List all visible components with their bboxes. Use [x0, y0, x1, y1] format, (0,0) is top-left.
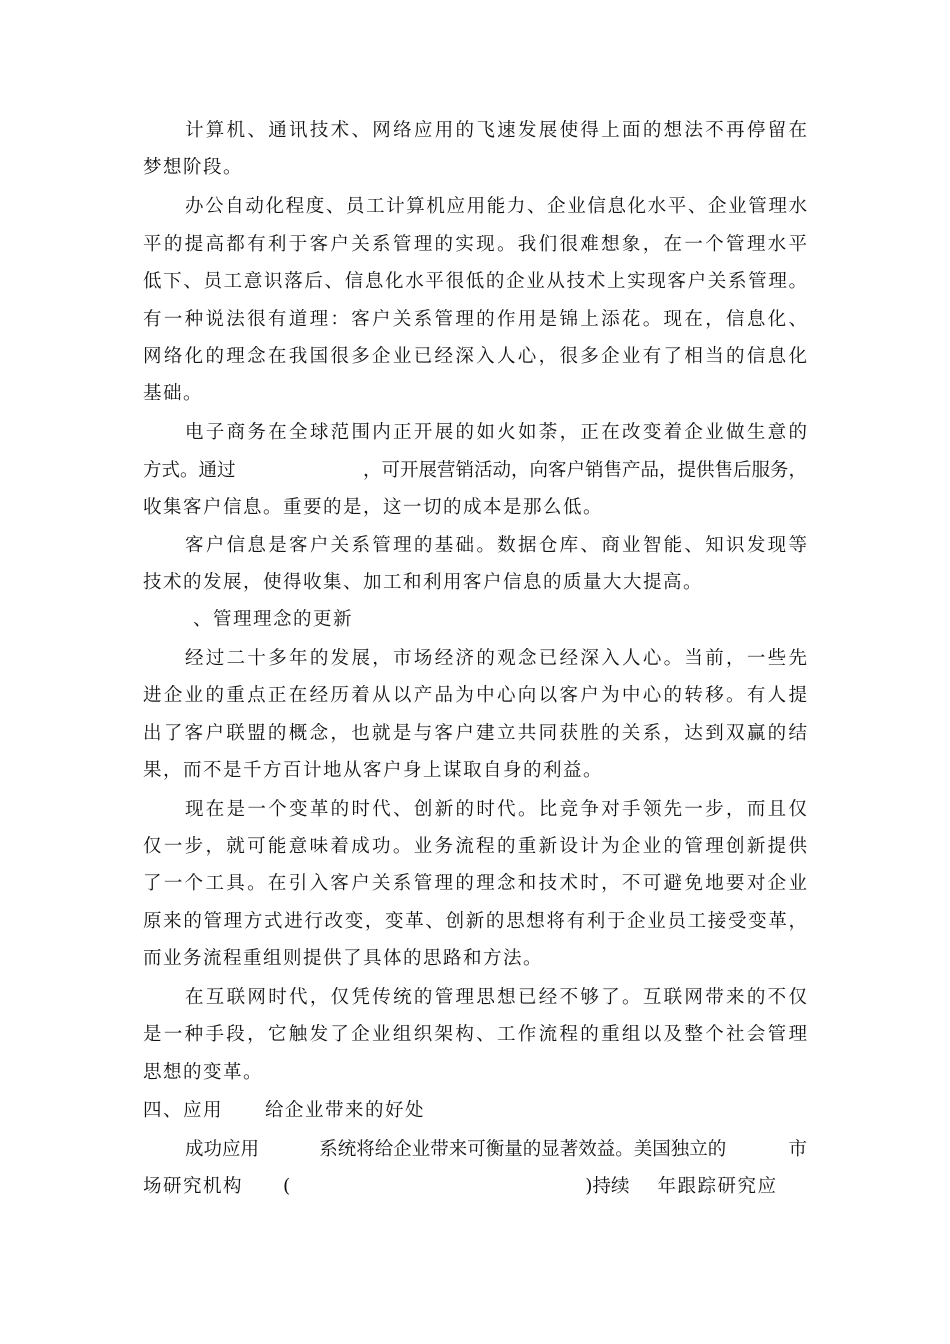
paragraph-line	[143, 907, 807, 937]
text-segment: 系统将给企业带来可衡量的显著效益。美国独立的	[319, 1139, 727, 1160]
text-line: 客户信息是客户关系管理的基础。数据仓库、商业智能、知识发现等	[185, 535, 810, 556]
text-line: 电子商务在全球范围内正开展的如火如荼，正在改变着企业做生意的	[185, 422, 810, 443]
paragraph-line	[143, 1058, 807, 1088]
text-line: 低下、员工意识落后、信息化水平很低的企业从技术上实现客户关系管理。	[143, 271, 809, 292]
text-line: 梦想阶段。	[143, 157, 244, 178]
heading-text: 、管理理念的更新	[193, 609, 354, 630]
text-line: 思想的变革。	[143, 1062, 264, 1083]
paragraph-line	[143, 305, 810, 335]
paragraph-line	[143, 1020, 810, 1050]
paragraph-line	[143, 832, 810, 862]
text-line: 进企业的重点正在经历着从以产品为中心向以客户为中心的转移。有人提	[143, 685, 810, 706]
text-line: 经过二十多年的发展，市场经济的观念已经深入人心。当前，一些先	[185, 648, 810, 669]
text-line: 平的提高都有利于客户关系管理的实现。我们很难想象，在一个管理水平	[143, 234, 810, 255]
text-gap	[269, 456, 329, 486]
text-line: 现在是一个变革的时代、创新的时代。比竞争对手领先一步，而且仅	[185, 799, 810, 820]
text-segment: 方式。通过	[143, 460, 236, 481]
section-heading	[143, 1096, 807, 1126]
text-line: 出了客户联盟的概念，也就是与客户建立共同获胜的关系，达到双赢的结	[143, 723, 810, 744]
text-segment: 成功应用	[185, 1139, 260, 1160]
paragraph-line	[143, 568, 807, 598]
paragraph-line	[143, 869, 810, 899]
text-line: 是一种手段，它触发了企业组织架构、工作流程的重组以及整个社会管理	[143, 1024, 810, 1045]
text-line: 办公自动化程度、员工计算机应用能力、企业信息化水平、企业管理水	[185, 196, 809, 217]
paragraph-line	[143, 681, 810, 711]
paragraph-line	[185, 983, 810, 1013]
text-gap	[223, 1096, 265, 1126]
paragraph-line	[143, 230, 810, 260]
heading-text: 给企业带来的好处	[265, 1100, 426, 1121]
section-heading	[193, 605, 593, 635]
paragraph-line	[185, 1135, 807, 1165]
paragraph-line	[143, 944, 807, 974]
text-segment: ，可开展营销活动，向客户销售产品，提供售后服务，	[362, 460, 807, 481]
text-segment: 市	[788, 1139, 807, 1160]
paragraph-line	[143, 342, 810, 372]
text-line: 基础。	[143, 383, 204, 404]
text-line: 技术的发展，使得收集、加工和利用客户信息的质量大大提高。	[143, 572, 704, 593]
text-segment: 年跟踪研究应	[657, 1176, 778, 1197]
paragraph-line	[143, 493, 807, 523]
paragraph-line	[143, 153, 807, 183]
text-segment: )持续	[585, 1176, 630, 1197]
text-segment: (	[283, 1176, 291, 1197]
text-line: 网络化的理念在我国很多企业已经深入人心，很多企业有了相当的信息化	[143, 346, 810, 367]
paragraph-line	[143, 379, 807, 409]
paragraph-line	[143, 267, 807, 297]
paragraph-line	[185, 795, 810, 825]
text-line: 计算机、通讯技术、网络应用的飞速发展使得上面的想法不再停留在	[185, 120, 810, 141]
text-line: 仅一步，就可能意味着成功。业务流程的重新设计为企业的管理创新提供	[143, 836, 810, 857]
paragraph-line	[185, 192, 807, 222]
paragraph-line	[143, 719, 810, 749]
text-line: 收集客户信息。重要的是，这一切的成本是那么低。	[143, 497, 604, 518]
paragraph-line	[185, 644, 810, 674]
text-line: 有一种说法很有道理：客户关系管理的作用是锦上添花。现在，信息化、	[143, 309, 810, 330]
paragraph-line	[185, 116, 810, 146]
paragraph-line	[185, 531, 810, 561]
text-line: 了一个工具。在引入客户关系管理的理念和技术时，不可避免地要对企业	[143, 873, 810, 894]
paragraph-line	[143, 756, 807, 786]
heading-text: 四、应用	[143, 1100, 224, 1121]
paragraph-line	[143, 456, 807, 486]
paragraph-line	[143, 1172, 807, 1202]
text-line: 果，而不是千方百计地从客户身上谋取自身的利益。	[143, 760, 604, 781]
text-line: 在互联网时代，仅凭传统的管理思想已经不够了。互联网带来的不仅	[185, 987, 810, 1008]
paragraph-line	[185, 418, 810, 448]
text-line: 原来的管理方式进行改变，变革、创新的思想将有利于企业员工接受变革，	[143, 911, 809, 932]
text-line: 而业务流程重组则提供了具体的思路和方法。	[143, 948, 544, 969]
text-segment: 场研究机构	[143, 1176, 244, 1197]
